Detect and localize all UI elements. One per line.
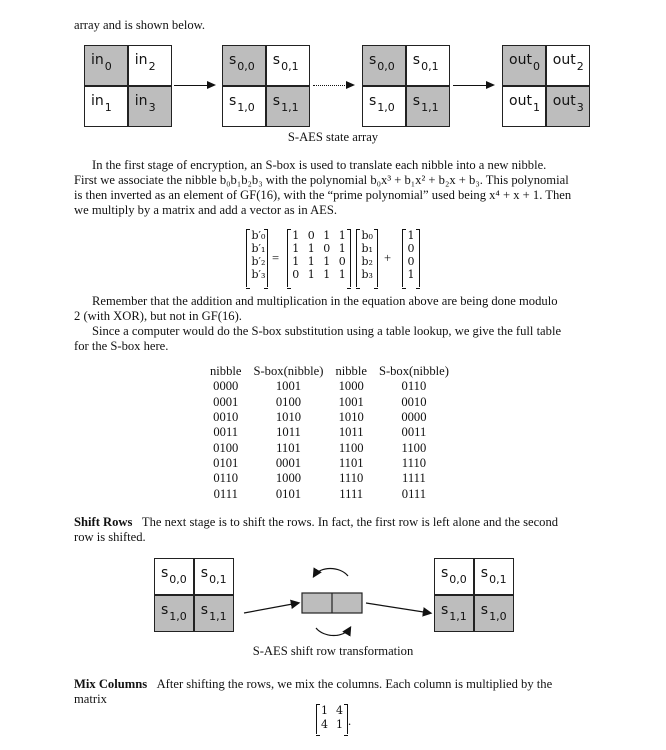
section-heading: Mix Columns xyxy=(74,677,148,691)
shift-before-grid xyxy=(154,558,234,632)
shift-rotation-diagram xyxy=(240,558,440,640)
state-grid-1 xyxy=(222,45,310,127)
table-row: 0010 1010 1010 0000 xyxy=(213,410,427,425)
state-cell: $s_{0,0}$ xyxy=(435,559,473,594)
paragraph-line: is then inverted as an element of GF(16), with the “prime polynomial” used being x⁴ + x + 1. Then xyxy=(74,188,572,202)
dotted-arrow-icon xyxy=(313,85,353,86)
state-cell: $s_{1,1}$ xyxy=(435,596,473,631)
sbox-table xyxy=(204,364,455,502)
plus-sign: + xyxy=(384,251,392,265)
shift-after-grid xyxy=(434,558,514,632)
state-cell: $s_{1,0}$ xyxy=(363,87,405,126)
rotate-arrow-icon xyxy=(316,628,350,636)
table-row: 0000 1001 1000 0110 xyxy=(213,379,427,394)
state-cell: $s_{1,0}$ xyxy=(475,596,513,631)
state-cell: out$_2$ xyxy=(547,46,589,85)
output-state-grid xyxy=(502,45,590,127)
state-cell: $s_{0,0}$ xyxy=(223,46,265,85)
column-header: nibble xyxy=(210,364,242,379)
coefficient-matrix: 1 0 1 1 1 1 0 1 1 1 1 0 0 1 1 1 xyxy=(287,229,351,287)
arrow-icon xyxy=(244,603,298,613)
paragraph-line: Mix Columns After shifting the rows, we mix the columns. Each column is multiplied by the xyxy=(74,677,553,691)
state-cell: out$_0$ xyxy=(503,46,545,85)
column-header: S-box(nibble) xyxy=(378,364,449,379)
constant-vector: 1 0 0 1 xyxy=(402,229,420,287)
paragraph-line: Since a computer would do the S-box substitution using a table lookup, we give the full table xyxy=(92,324,562,338)
state-cell: $s_{0,0}$ xyxy=(363,46,405,85)
column-header: nibble xyxy=(335,364,367,379)
table-row: 0101 0001 1101 1110 xyxy=(213,455,427,470)
table-header-row xyxy=(204,364,455,379)
paragraph-line: matrix xyxy=(74,692,107,706)
state-cell: $in_2$ xyxy=(129,46,171,85)
state-cell: $s_{0,1}$ xyxy=(195,559,233,594)
input-state-grid xyxy=(84,45,172,127)
figure-caption: S-AES shift row transformation xyxy=(252,644,414,658)
table-row: 0111 0101 1111 0111 xyxy=(213,486,427,501)
state-cell: out$_1$ xyxy=(503,87,545,126)
mix-matrix: 1 4 4 1 xyxy=(316,704,348,734)
state-cell: $s_{1,0}$ xyxy=(223,87,265,126)
matrix-period: . xyxy=(348,714,352,728)
state-cell: $in_1$ xyxy=(85,87,127,126)
lhs-vector: b′₀ b′₁ b′₂ b′₃ xyxy=(246,229,268,287)
paragraph-line: for the S-box here. xyxy=(74,339,169,353)
figure-caption: S-AES state array xyxy=(287,130,379,144)
paragraph-line: row is shifted. xyxy=(74,530,146,544)
table-row: 0001 0100 1001 0010 xyxy=(213,394,427,409)
intro-line: array and is shown below. xyxy=(74,18,206,32)
arrow-icon xyxy=(366,603,430,613)
arrow-icon xyxy=(174,85,214,86)
input-vector: b₀ b₁ b₂ b₃ xyxy=(356,229,378,287)
paragraph-line: we multiply by a matrix and add a vector as in AES. xyxy=(74,203,338,217)
equals-sign: = xyxy=(272,251,280,265)
state-cell: $s_{1,0}$ xyxy=(155,596,193,631)
paragraph-line: 2 (with XOR), but not in GF(16). xyxy=(74,309,242,323)
table-row: 0100 1101 1100 1100 xyxy=(213,440,427,455)
state-grid-2 xyxy=(362,45,450,127)
rotate-arrow-icon xyxy=(314,569,348,577)
paragraph-line: Shift Rows The next stage is to shift the rows. In fact, the first row is left alone and the second xyxy=(74,515,559,529)
state-cell: $s_{1,1}$ xyxy=(195,596,233,631)
paragraph-line: In the first stage of encryption, an S-box is used to translate each nibble into a new nibble. xyxy=(92,158,547,172)
paragraph-line: First we associate the nibble b₀b₁b₂b₃ with the polynomial b₀x³ + b₁x² + b₂x + b₃. This polynomial xyxy=(74,173,569,187)
state-cell: $s_{0,0}$ xyxy=(155,559,193,594)
state-cell: $s_{0,1}$ xyxy=(407,46,449,85)
state-cell: $s_{0,1}$ xyxy=(475,559,513,594)
arrow-icon xyxy=(453,85,493,86)
state-cell: $in_0$ xyxy=(85,46,127,85)
state-cell: $in_3$ xyxy=(129,87,171,126)
state-cell: $s_{0,1}$ xyxy=(267,46,309,85)
table-row: 0011 1011 1011 0011 xyxy=(213,425,427,440)
state-cell: $s_{1,1}$ xyxy=(407,87,449,126)
paragraph-line: Remember that the addition and multiplication in the equation above are being done modulo xyxy=(92,294,558,308)
section-heading: Shift Rows xyxy=(74,515,133,529)
table-row: 0110 1000 1110 1111 xyxy=(213,471,426,486)
state-cell: $s_{1,1}$ xyxy=(267,87,309,126)
column-header: S-box(nibble) xyxy=(253,364,324,379)
state-cell: out$_3$ xyxy=(547,87,589,126)
